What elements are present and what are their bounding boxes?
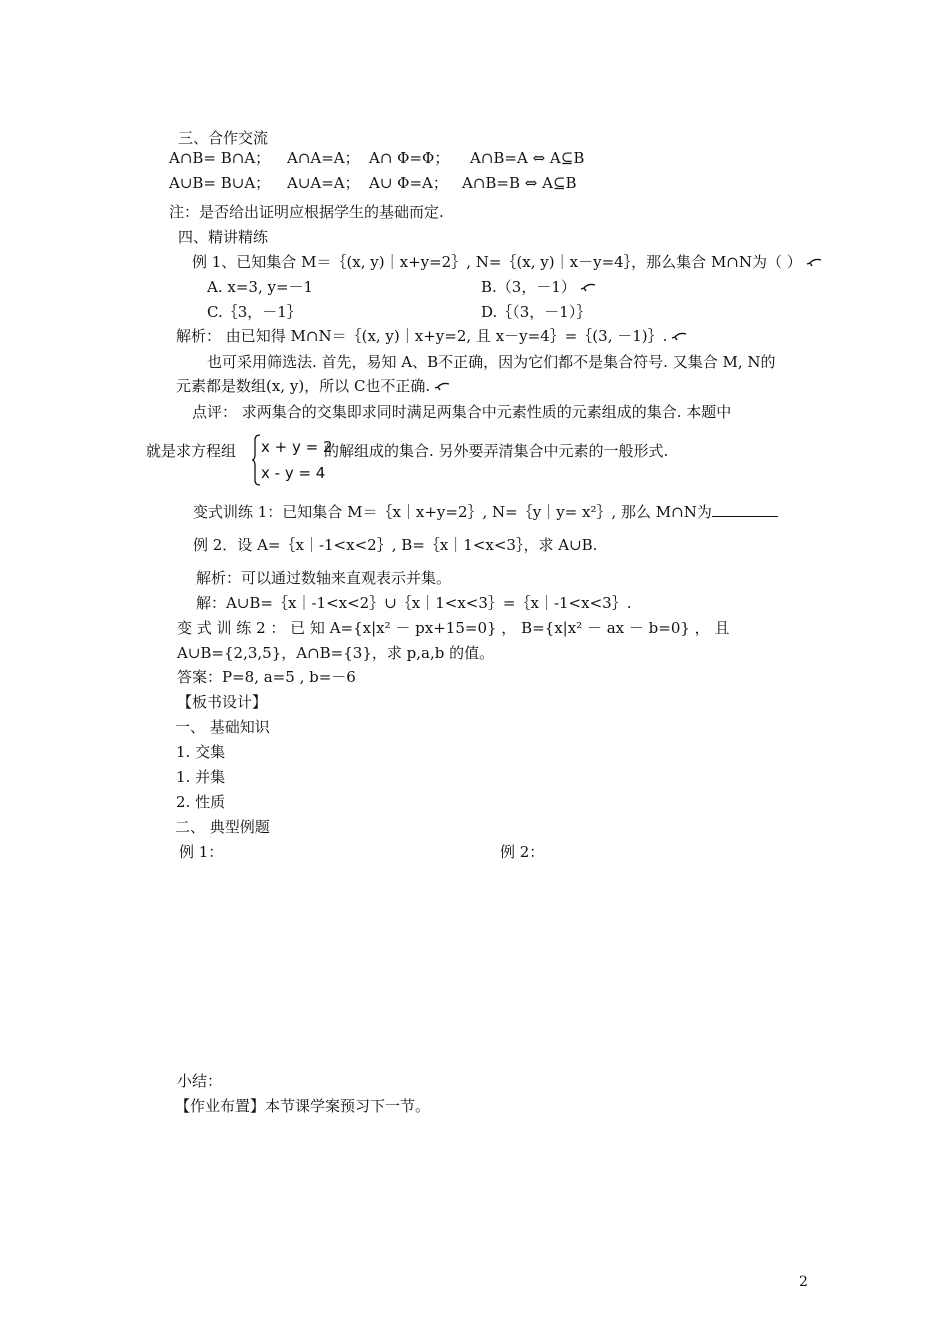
system-prefix: 就是求方程组 (146, 442, 237, 460)
analysis-line-3 (176, 376, 450, 396)
option-b (481, 277, 596, 297)
board-item: 1. 交集 (176, 743, 226, 761)
formula-cell: A∩B=A ⇔ A⊆B (470, 149, 585, 167)
equation-brace (251, 434, 261, 486)
equation-1: x + y = 2 (261, 438, 333, 456)
variant-2-line-2: A∪B={2,3,5}，A∩B={3}，求 p,a,b 的值。 (177, 644, 495, 662)
formula-cell: A∪B= B∪A； (169, 174, 271, 192)
example-1-question (192, 252, 822, 272)
option-d (481, 302, 591, 322)
formula-cell: A∩B= B∩A； (169, 149, 271, 167)
variant-1-text: 变式训练 1：已知集合 M＝｛x｜x+y=2｝, N=｛y｜y= x²｝, 那么 M∩N为 (193, 503, 712, 521)
property-row-1 (169, 148, 769, 168)
board-example-2: 例 2： (500, 843, 545, 861)
option-d-text: D.｛（3，－1）｝ (481, 303, 592, 321)
option-b-text: B.（3，－1） (481, 278, 576, 296)
return-arrow-icon (580, 283, 596, 293)
example-2-solution: 解：A∪B=｛x｜-1<x<2｝∪｛x｜1<x<3｝=｛x｜-1<x<3｝. (196, 594, 632, 612)
board-item: 一、 基础知识 (175, 718, 270, 736)
variant-1 (193, 502, 778, 522)
example-2: 例 2．设 A=｛x｜-1<x<2｝, B=｛x｜1<x<3｝，求 A∪B. (193, 536, 598, 554)
return-arrow-icon (671, 332, 687, 342)
system-suffix: 的解组成的集合. 另外要弄清集合中元素的一般形式. (324, 442, 669, 460)
homework-line: 【作业布置】本节课学案预习下一节。 (175, 1097, 431, 1115)
formula-cell: A∪ Φ=A； (369, 174, 448, 192)
board-heading: 【板书设计】 (177, 693, 268, 711)
analysis-text: 解析： 由已知得 M∩N＝｛(x, y)｜x+y=2, 且 x－y=4｝=｛(3, －1)｝. (176, 327, 668, 345)
return-arrow-icon (434, 382, 450, 392)
variant-2-line-1: 变 式 训 练 2 ： 已 知 A={x|x² － px+15=0} ， B={x|x² － ax － b=0} ， 且 (177, 619, 730, 637)
board-item: 2. 性质 (176, 793, 226, 811)
board-item: 二、 典型例题 (175, 818, 270, 836)
example-2-analysis: 解析：可以通过数轴来直观表示并集。 (196, 569, 452, 587)
page-number: 2 (799, 1274, 808, 1290)
option-c: C.｛3，－1｝ (207, 303, 302, 321)
board-item: 1. 并集 (176, 768, 226, 786)
analysis-line-2: 也可采用筛选法. 首先，易知 A、B不正确，因为它们都不是集合符号. 又集合 M, N的 (207, 353, 776, 371)
formula-cell: A∩A=A； (287, 149, 360, 167)
option-a: A. x=3, y=－1 (207, 278, 314, 296)
equation-2: x - y = 4 (261, 464, 326, 482)
example-1-text: 例 1、已知集合 M＝｛(x, y)｜x+y=2｝, N=｛(x, y)｜x－y=4｝，那么集合 M∩N为（ ） (192, 253, 802, 271)
property-row-2 (169, 173, 769, 193)
proof-note: 注：是否给出证明应根据学生的基础而定. (169, 203, 444, 221)
summary-label: 小结： (177, 1072, 223, 1090)
formula-cell: A∩B=B ⇔ A⊆B (462, 174, 577, 192)
section-4-heading: 四、精讲精练 (178, 228, 269, 246)
analysis-text: 元素都是数组(x, y)，所以 C也不正确. (176, 377, 431, 395)
comment-line: 点评： 求两集合的交集即求同时满足两集合中元素性质的元素组成的集合. 本题中 (192, 403, 732, 421)
section-3-heading: 三、合作交流 (178, 129, 269, 147)
formula-cell: A∩ Φ=Φ； (369, 149, 450, 167)
formula-cell: A∪A=A； (287, 174, 360, 192)
board-example-1: 例 1： (179, 843, 224, 861)
return-arrow-icon (806, 258, 822, 268)
answer-blank[interactable] (712, 502, 778, 517)
analysis-line-1 (176, 326, 687, 346)
answer-line: 答案：P=8, a=5 , b=－6 (177, 668, 356, 686)
